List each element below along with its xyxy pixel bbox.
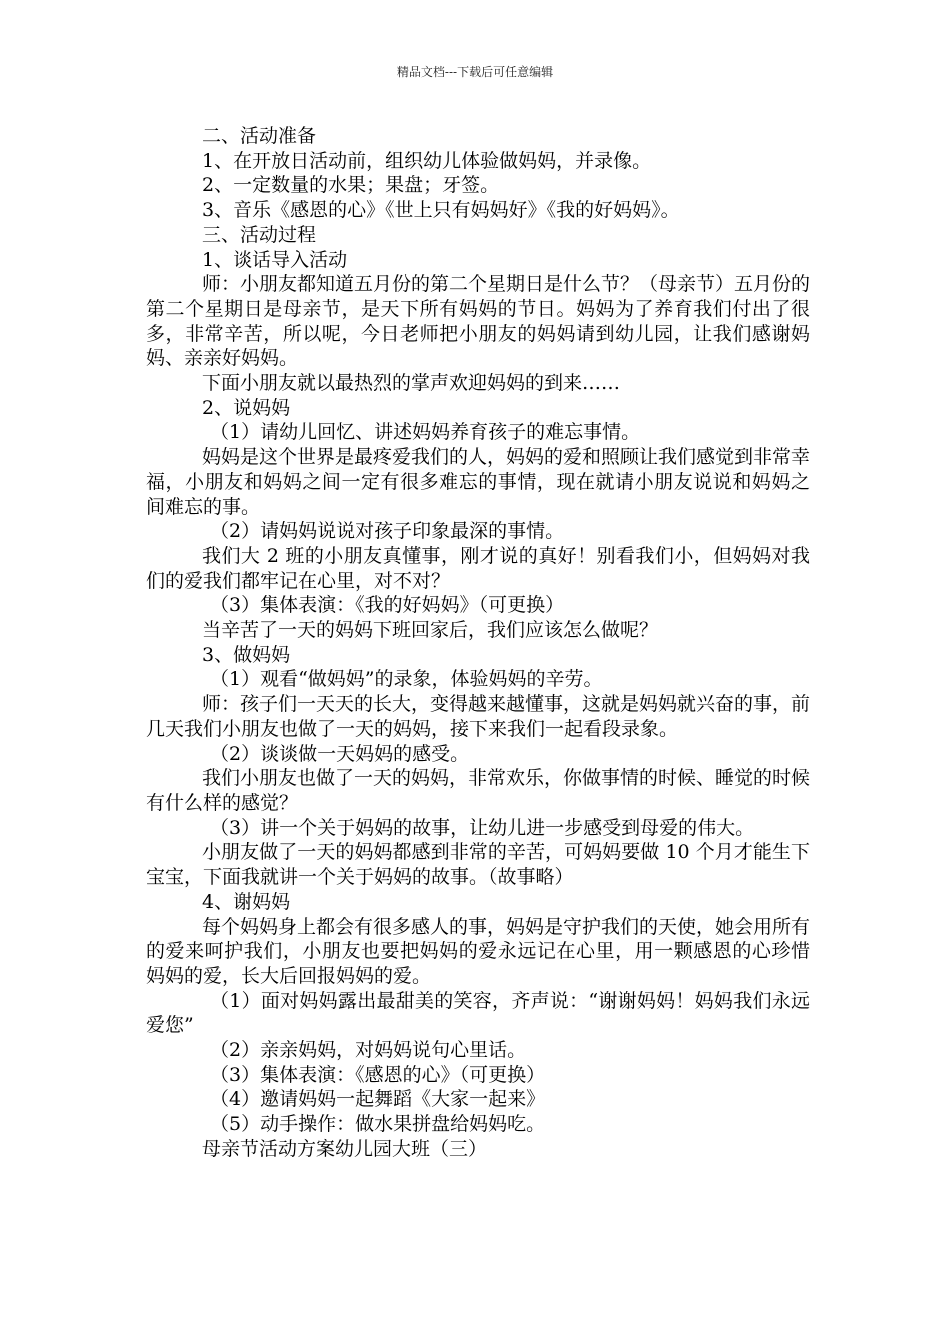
step-heading-talk: 2、说妈妈: [202, 396, 291, 419]
be-mom-item-2: （2）谈谈做一天妈妈的感受。: [210, 742, 470, 765]
step-heading-be-mom: 3、做妈妈: [202, 643, 291, 666]
thank-item-5: （5）动手操作：做水果拼盘给妈妈吃。: [210, 1113, 546, 1136]
talk-item-2: （2）请妈妈说说对孩子印象最深的事情。: [210, 520, 565, 543]
thank-item-3: （3）集体表演：《感恩的心》（可更换）: [210, 1063, 546, 1086]
talk-item-1: （1）请幼儿回忆、讲述妈妈养育孩子的难忘事情。: [210, 421, 641, 444]
intro-welcome: 下面小朋友就以最热烈的掌声欢迎妈妈的到来……: [202, 372, 621, 395]
intro-paragraph: 师：小朋友都知道五月份的第二个星期日是什么节？（母亲节）五月份的第二个星期日是母亲节，是天下所有妈妈的节日。妈妈为了养育我们付出了很多，非常辛苦，所以呢，今日老师把小朋友的妈妈请到幼儿园，让我们感谢妈妈、亲亲好妈妈。: [146, 273, 811, 370]
document-body: [146, 124, 810, 1162]
be-mom-item-1: （1）观看“做妈妈”的录象，体验妈妈的辛劳。: [210, 668, 603, 691]
step-heading-thank: 4、谢妈妈: [202, 890, 291, 913]
be-mom-paragraph-3: 小朋友做了一天的妈妈都感到非常的辛苦，可妈妈要做 10 个月才能生下宝宝，下面我就讲一个关于妈妈的故事。（故事略）: [146, 841, 810, 889]
be-mom-paragraph-2: 我们小朋友也做了一天的妈妈，非常欢乐，你做事情的时候、睡觉的时候有什么样的感觉？: [146, 767, 811, 814]
be-mom-item-3: （3）讲一个关于妈妈的故事，让幼儿进一步感受到母爱的伟大。: [210, 816, 755, 839]
talk-paragraph-3: 当辛苦了一天的妈妈下班回家后，我们应该怎么做呢？: [202, 619, 659, 642]
section-heading-process: 三、活动过程: [202, 223, 317, 246]
thank-paragraph: 每个妈妈身上都会有很多感人的事，妈妈是守护我们的天使，她会用所有的爱来呵护我们，小朋友也要把妈妈的爱永远记在心里，用一颗感恩的心珍惜妈妈的爱，长大后回报妈妈的爱。: [146, 915, 811, 987]
preparation-item-2: 2、一定数量的水果；果盘；牙签。: [202, 174, 500, 197]
be-mom-paragraph-1: 师：孩子们一天天的长大，变得越来越懂事，这就是妈妈就兴奋的事，前几天我们小朋友也做了一天的妈妈，接下来我们一起看段录象。: [146, 693, 811, 740]
thank-item-4: （4）邀请妈妈一起舞蹈《大家一起来》: [210, 1088, 546, 1111]
preparation-item-1: 1、在开放日活动前，组织幼儿体验做妈妈，并录像。: [202, 149, 652, 172]
thank-item-1: （1）面对妈妈露出最甜美的笑容，齐声说：“谢谢妈妈！妈妈我们永远爱您”: [146, 989, 810, 1037]
talk-paragraph-1: 妈妈是这个世界是最疼爱我们的人，妈妈的爱和照顾让我们感觉到非常幸福，小朋友和妈妈之间一定有很多难忘的事情，现在就请小朋友说说和妈妈之间难忘的事。: [146, 446, 811, 518]
section-heading-preparation: 二、活动准备: [202, 125, 317, 147]
preparation-item-3: 3、音乐《感恩的心》《世上只有妈妈好》《我的好妈妈》。: [202, 199, 680, 222]
page-header: 精品文档---下载后可任意编辑: [396, 65, 554, 79]
step-heading-intro: 1、谈话导入活动: [202, 248, 348, 271]
next-section-title: 母亲节活动方案幼儿园大班（三）: [202, 1137, 488, 1160]
talk-item-3: （3）集体表演：《我的好妈妈》（可更换）: [210, 594, 565, 617]
talk-paragraph-2: 我们大 2 班的小朋友真懂事，刚才说的真好！别看我们小，但妈妈对我们的爱我们都牢记在心里，对不对？: [146, 544, 810, 592]
thank-item-2: （2）亲亲妈妈，对妈妈说句心里话。: [210, 1039, 527, 1062]
